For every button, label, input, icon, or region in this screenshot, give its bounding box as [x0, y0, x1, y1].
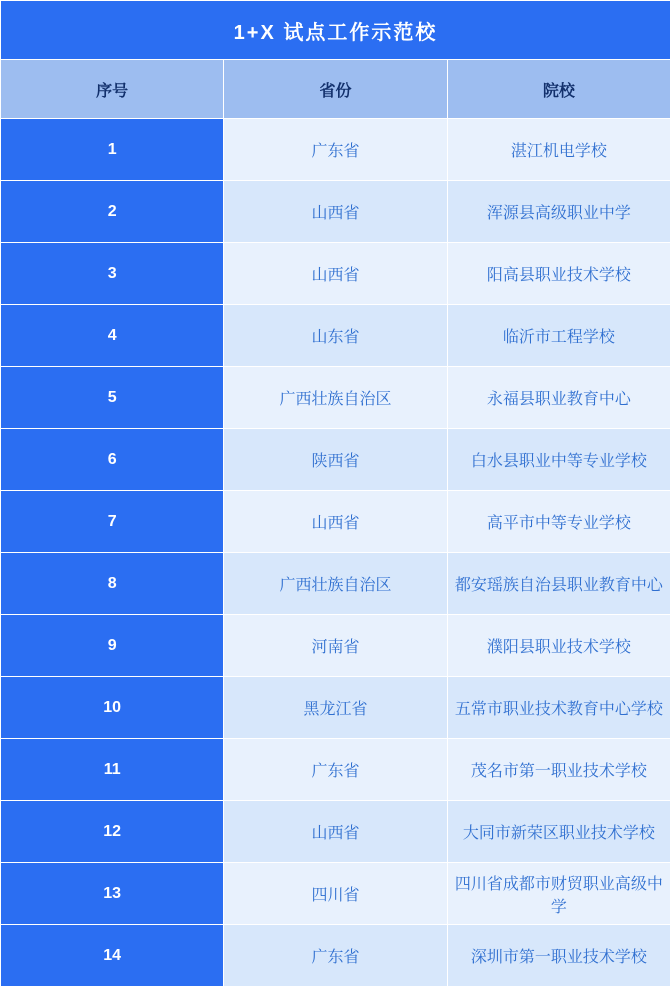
row-index: 13 — [1, 863, 224, 925]
row-school: 高平市中等专业学校 — [447, 491, 670, 553]
row-school: 茂名市第一职业技术学校 — [447, 739, 670, 801]
row-province: 陕西省 — [224, 429, 447, 491]
row-index: 6 — [1, 429, 224, 491]
table-row — [1, 491, 671, 553]
row-province: 广东省 — [224, 739, 447, 801]
table-row — [1, 553, 671, 615]
row-school: 濮阳县职业技术学校 — [447, 615, 670, 677]
row-province: 黑龙江省 — [224, 677, 447, 739]
row-school: 阳高县职业技术学校 — [447, 243, 670, 305]
table-row — [1, 863, 671, 925]
table-header-row — [1, 60, 671, 119]
row-school: 大同市新荣区职业技术学校 — [447, 801, 670, 863]
row-province: 山西省 — [224, 491, 447, 553]
row-school: 深圳市第一职业技术学校 — [447, 925, 670, 987]
row-index: 5 — [1, 367, 224, 429]
row-school: 都安瑶族自治县职业教育中心 — [447, 553, 670, 615]
column-header-school: 院校 — [447, 60, 670, 119]
row-index: 8 — [1, 553, 224, 615]
row-province: 广西壮族自治区 — [224, 553, 447, 615]
row-province: 山西省 — [224, 181, 447, 243]
table-row — [1, 243, 671, 305]
row-index: 10 — [1, 677, 224, 739]
row-index: 2 — [1, 181, 224, 243]
column-header-province: 省份 — [224, 60, 447, 119]
row-school: 临沂市工程学校 — [447, 305, 670, 367]
table-title-row — [1, 1, 671, 60]
row-school: 五常市职业技术教育中心学校 — [447, 677, 670, 739]
table-row — [1, 925, 671, 987]
row-school: 四川省成都市财贸职业高级中学 — [447, 863, 670, 925]
table-row — [1, 181, 671, 243]
row-index: 4 — [1, 305, 224, 367]
table-row — [1, 801, 671, 863]
table-row — [1, 367, 671, 429]
row-province: 山西省 — [224, 243, 447, 305]
row-province: 广东省 — [224, 925, 447, 987]
row-index: 12 — [1, 801, 224, 863]
table-row — [1, 615, 671, 677]
row-index: 14 — [1, 925, 224, 987]
row-index: 1 — [1, 119, 224, 181]
column-header-index: 序号 — [1, 60, 224, 119]
row-province: 山西省 — [224, 801, 447, 863]
row-school: 白水县职业中等专业学校 — [447, 429, 670, 491]
row-school: 浑源县高级职业中学 — [447, 181, 670, 243]
row-province: 山东省 — [224, 305, 447, 367]
table-row — [1, 429, 671, 491]
table-title: 1+X 试点工作示范校 — [1, 1, 671, 60]
row-province: 广西壮族自治区 — [224, 367, 447, 429]
row-province: 广东省 — [224, 119, 447, 181]
row-school: 湛江机电学校 — [447, 119, 670, 181]
table-row — [1, 119, 671, 181]
table-row — [1, 305, 671, 367]
row-school: 永福县职业教育中心 — [447, 367, 670, 429]
table-row — [1, 677, 671, 739]
table-row — [1, 739, 671, 801]
row-province: 河南省 — [224, 615, 447, 677]
row-index: 7 — [1, 491, 224, 553]
row-index: 11 — [1, 739, 224, 801]
row-index: 3 — [1, 243, 224, 305]
row-province: 四川省 — [224, 863, 447, 925]
row-index: 9 — [1, 615, 224, 677]
table-body — [1, 1, 671, 987]
